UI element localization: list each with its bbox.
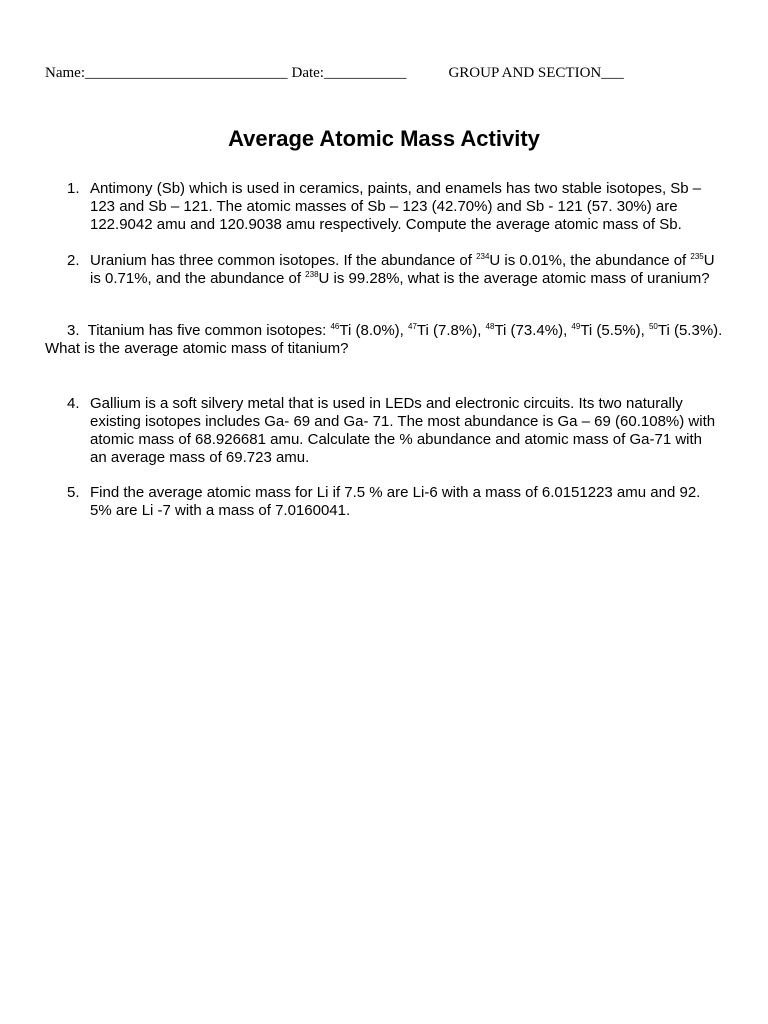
isotope-superscript: 50 (648, 322, 658, 331)
header-line (45, 65, 624, 82)
page-title: Average Atomic Mass Activity (228, 126, 540, 151)
isotope-superscript: 235 (690, 252, 704, 261)
question-text: Uranium has three common isotopes. If the abundance of $^{234}$U is 0.01%, the abundance of $^{235}$U is 0.71%, and the abundance of $^{238}$U is 99.28%, what is the average atomic mass of uranium? (90, 252, 715, 287)
question-number: 2. (67, 252, 80, 269)
name-field: Name:___________________________ (45, 65, 288, 81)
question-number: 5. (67, 484, 80, 501)
question-number: 4. (67, 395, 80, 412)
isotope-superscript: 238 (305, 270, 319, 279)
isotope-superscript: 234 (476, 252, 490, 261)
group-section-field: GROUP AND SECTION___ (448, 65, 624, 81)
isotope-superscript: 48 (485, 322, 495, 331)
isotope-superscript: 49 (571, 322, 581, 331)
question-number: 3. (67, 322, 80, 339)
question-3: 3. Titanium has five common isotopes: $^{46}$Ti (8.0%), $^{47}$Ti (7.8%), $^{48}$Ti (73.4%), $^{49}$Ti (5.5%), $^{50}$Ti (5.3%). What is the average atomic mass of titanium? (45, 322, 723, 357)
isotope-superscript: 47 (408, 322, 417, 331)
question-text: Antimony (Sb) which is used in ceramics, paints, and enamels has two stable isotopes, Sb – 123 and Sb – 121. The atomic masses of Sb – 123 (42.70%) and Sb - 121 (57. 30%) are 122.9042 amu and 120.9038 amu respectively. Compute the average atomic mass of Sb. (90, 180, 702, 233)
isotope-superscript: 46 (330, 322, 340, 331)
question-text: Gallium is a soft silvery metal that is used in LEDs and electronic circuits. Its two naturally existing isotopes includes Ga- 69 and Ga- 71. The most abundance is Ga – 69 (60.108%) with atomic mass of 68.926681 amu. Calculate the % abundance and atomic mass of Ga-71 with an average mass of 69.723 amu. (90, 395, 716, 466)
question-text: Find the average atomic mass for Li if 7.5 % are Li-6 with a mass of 6.0151223 amu and 92. 5% are Li -7 with a mass of 7.0160041. (90, 484, 701, 519)
question-number: 1. (67, 180, 80, 197)
date-field: Date:___________ (291, 65, 407, 81)
